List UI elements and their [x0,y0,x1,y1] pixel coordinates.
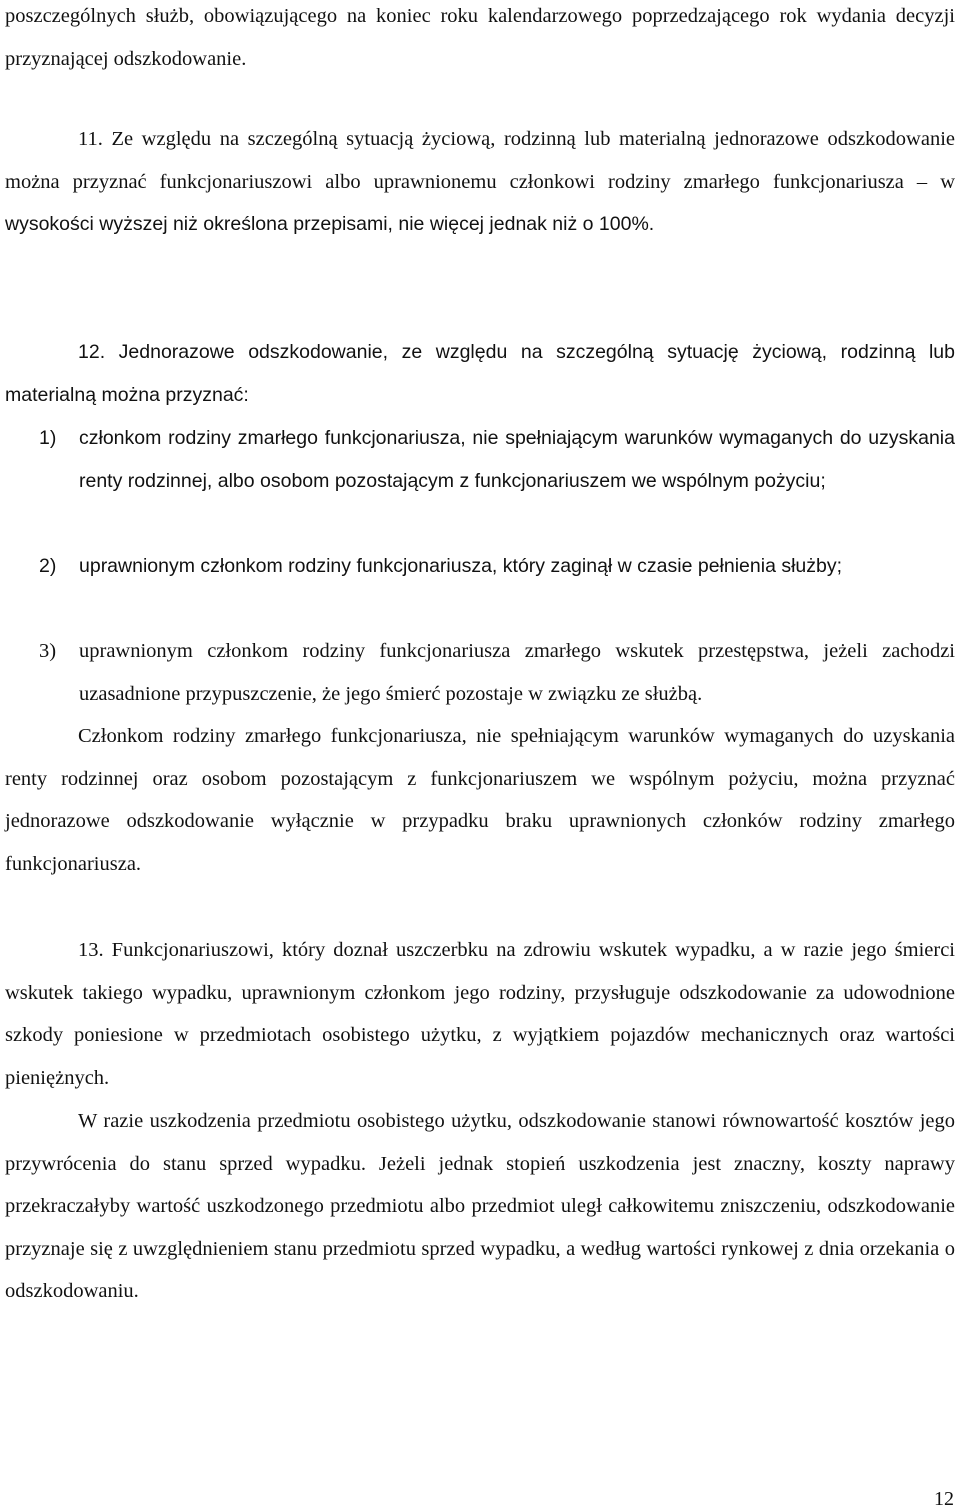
list-item [5,545,955,588]
list-item-text: uprawnionym członkom rodziny funkcjonariusza, który zaginął w czasie pełnienia służby; [79,555,843,577]
list-item-text: uprawnionym członkom rodziny funkcjonariusza zmarłego wskutek przestępstwa, jeżeli zachodzi uzasadnione przypuszczenie, że jego śmierć pozostaje w związku ze służbą. [79,640,955,705]
page-number: 12 [934,1488,954,1510]
intro-paragraph: poszczególnych służb, obowiązującego na koniec roku kalendarzowego poprzedzającego rok wydania decyzji przyznającej odszkodowanie. [5,5,955,70]
list-item [5,417,955,502]
list-item-text: członkom rodziny zmarłego funkcjonariusza, nie spełniającym warunków wymaganych do uzyskania renty rodzinnej, albo osobom pozostającym z funkcjonariuszem we wspólnym pożyciu; [79,427,955,492]
list-item [5,630,955,715]
paragraph-13-second: W razie uszkodzenia przedmiotu osobistego użytku, odszkodowanie stanowi równowartość kosztów jego przywrócenia do stanu sprzed wypadku. Jeżeli jednak stopień uszkodzenia jest znaczny, koszty naprawy przekraczałyby wartość uszkodzonego przedmiotu albo przedmiot uległ całkowitemu zniszczeniu, odszkodowanie przyznaje się z uwzględnieniem stanu przedmiotu sprzed wypadku, a według wartości rynkowej z dnia orzekania o odszkodowaniu. [5,1110,955,1302]
list-item-number: 1) [39,427,57,449]
paragraph-12-closing: Członkom rodziny zmarłego funkcjonariusza, nie spełniającym warunków wymaganych do uzyskania renty rodzinnej oraz osobom pozostającym z funkcjonariuszem we wspólnym pożyciu, można przyznać jednorazowe odszkodowanie wyłącznie w przypadku braku uprawnionych członków rodziny zmarłego funkcjonariusza. [5,725,955,875]
paragraph-12-intro: 12. Jednorazowe odszkodowanie, ze względu na szczególną sytuację życiową, rodzinną lub materialną można przyznać: [5,341,955,406]
list-item-number: 2) [39,555,57,577]
paragraph-11-first: 11. Ze względu na szczególną sytuacją życiową, rodzinną lub materialną jednorazowe odszkodowanie można przyznać funkcjonariuszowi albo uprawnionemu członkowi rodziny zmarłego funkcjonariusza – w [5,128,955,193]
paragraph-13: 13. Funkcjonariuszowi, który doznał uszczerbku na zdrowiu wskutek wypadku, a w razie jego śmierci wskutek takiego wypadku, uprawnionym członkom jego rodziny, przysługuje odszkodowanie za udowodnione szkody poniesione w przedmiotach osobistego użytku, z wyjątkiem pojazdów mechanicznych oraz wartości pieniężnych. [5,939,955,1089]
paragraph-11-rest: wysokości wyższej niż określona przepisami, nie więcej jednak niż o 100%. [5,213,655,235]
paragraph-11 [5,118,955,246]
list-item-number: 3) [39,640,57,662]
